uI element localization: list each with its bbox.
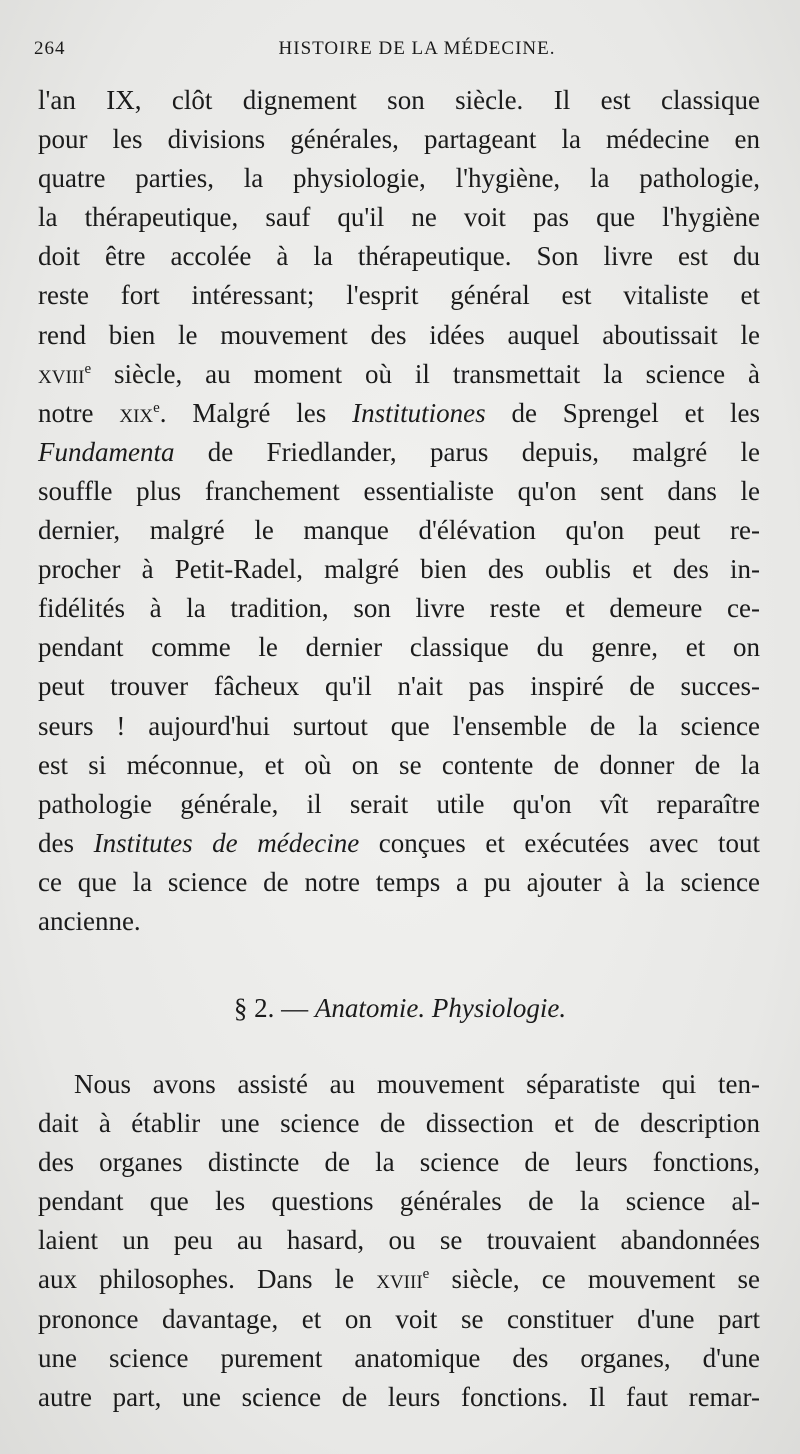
text-line: la thérapeutique, sauf qu'il ne voit pas que l'hygiène [38,202,760,233]
text-line [38,1260,760,1299]
text-line: prononce davantage, et on voit se constituer d'une part [38,1303,760,1334]
text-line [38,433,760,472]
text-line: l'an IX, clôt dignement son siècle. Il est classique [38,85,760,115]
text-line: une science purement anatomique des organes, d'une [38,1342,760,1373]
text-line: rend bien le mouvement des idées auquel aboutissait le [38,319,760,350]
text-line: dernier, malgré le manque d'élévation qu'on peut re- [38,515,760,546]
century-numeral: xviii [38,358,85,389]
text-run: siècle, ce mouvement se [429,1264,760,1295]
superscript: e [84,360,92,377]
text-line: fidélités à la tradition, son livre reste et demeure ce- [38,593,760,624]
book-title: Fundamenta [38,436,175,467]
superscript: e [153,399,160,416]
book-title: Institutiones [352,397,486,428]
text-line: pathologie générale, il serait utile qu'on vît reparaître [38,788,760,819]
text-line: reste fort intéressant; l'esprit général est vitaliste et [38,280,760,311]
text-line: doit être accolée à la thérapeutique. Son livre est du [38,241,760,272]
text-run: aux philosophes. Dans le [38,1264,377,1295]
text-line: Nous avons assisté au mouvement séparatiste qui ten- [74,1069,760,1099]
text-run: . Malgré les [159,397,353,428]
text-run: conçues et exécutées avec tout [359,827,760,858]
section-title: Anatomie. Physiologie. [314,993,567,1023]
text-line: dait à établir une science de dissection et de description [38,1108,760,1139]
text-line: laient un peu au hasard, ou se trouvaient abandonnées [38,1225,760,1256]
text-line: seurs ! aujourd'hui surtout que l'ensemble de la science [38,710,760,741]
text-run: des [38,827,94,858]
text-run: notre [38,397,120,428]
text-line [38,824,760,863]
text-line: est si méconnue, et où on se contente de donner de la [38,749,760,780]
paragraph-2 [38,1065,760,1417]
text-run: siècle, au moment où il transmettait la science à [91,358,760,389]
text-line: pendant comme le dernier classique du genre, et on [38,632,760,663]
text-line: souffle plus franchement essentialiste qu'on sent dans le [38,475,760,506]
text-run: de Sprengel et les [485,397,760,428]
running-title: HISTOIRE DE LA MÉDECINE. [278,38,556,59]
text-line: ce que la science de notre temps a pu ajouter à la science [38,866,760,897]
superscript: e [422,1266,430,1283]
text-line: des organes distincte de la science de leurs fonctions, [38,1147,760,1178]
text-line [38,394,760,433]
century-numeral: xix [119,397,154,428]
text-line: autre part, une science de leurs fonctions. Il faut remar- [38,1381,760,1412]
text-line: quatre parties, la physiologie, l'hygiène, la pathologie, [38,163,760,194]
page-header [34,38,760,72]
text-line: pendant que les questions générales de la science al- [38,1186,760,1217]
century-numeral: xviii [376,1264,423,1295]
text-run: de Friedlander, parus depuis, malgré le [174,436,760,467]
paragraph-1 [38,81,760,941]
text-line [38,355,760,394]
text-line: pour les divisions générales, partageant la médecine en [38,124,760,155]
text-line: peut trouver fâcheux qu'il n'ait pas inspiré de succes- [38,671,760,702]
section-number: § 2. — [233,993,309,1023]
section-heading [0,988,800,1028]
page-number: 264 [34,38,66,59]
book-title: Institutes de médecine [93,827,360,858]
text-line: procher à Petit-Radel, malgré bien des oublis et des in- [38,554,760,585]
text-line: ancienne. [38,905,141,936]
